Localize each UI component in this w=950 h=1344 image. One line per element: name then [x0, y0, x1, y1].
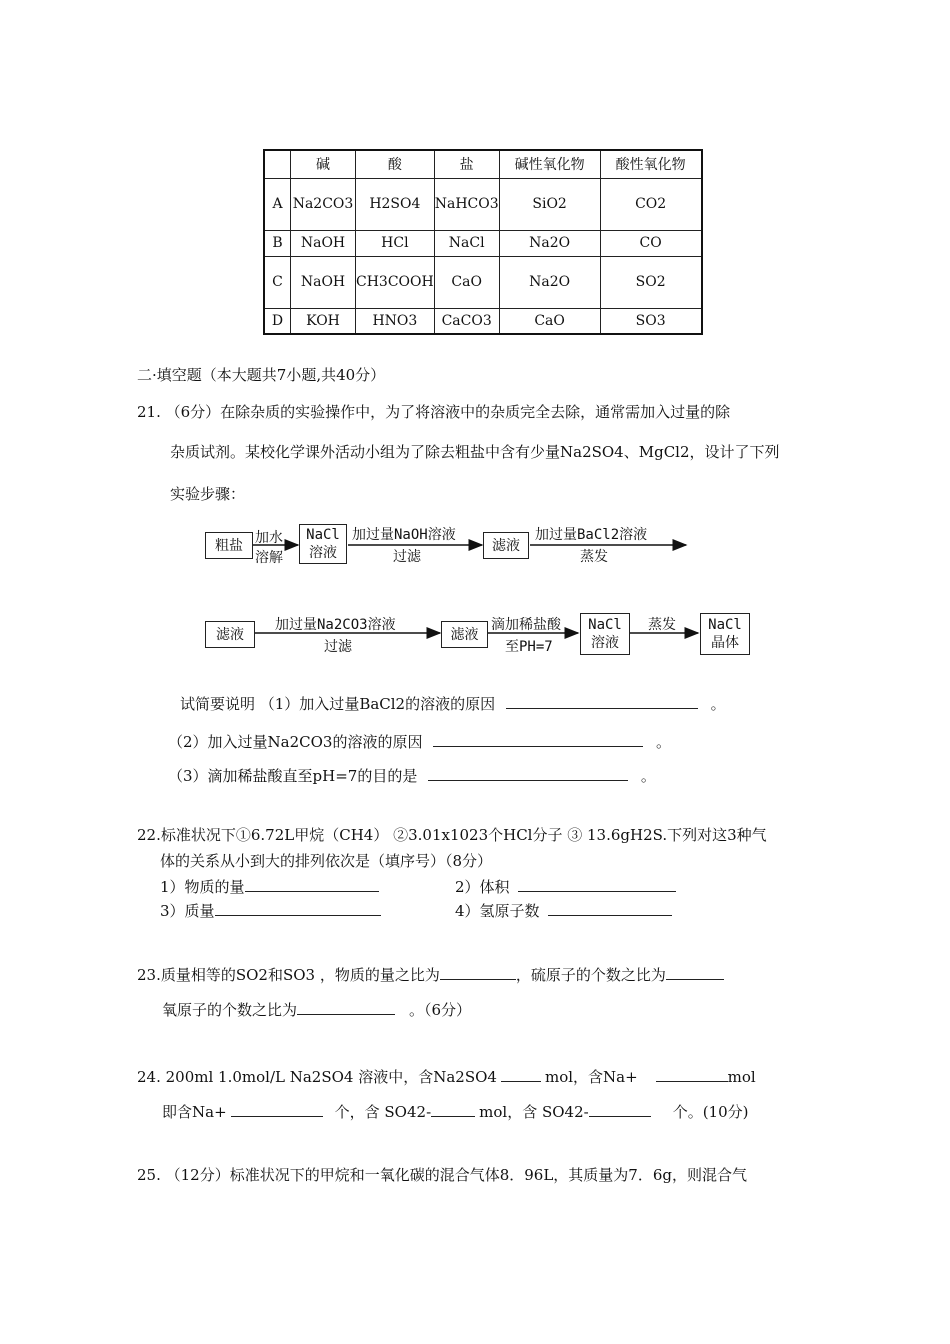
q21-line1: 21. （6分）在除杂质的实验操作中，为了将溶液中的杂质完全去除，通常需加入过量的除: [137, 403, 731, 421]
table-cell: KOH: [291, 308, 356, 334]
table-cell: NaOH: [291, 230, 356, 256]
answer-blank[interactable]: [431, 1102, 475, 1117]
q23-line2: 氧原子的个数之比为 。（6分）: [162, 1001, 472, 1019]
step1-bottom: 溶解: [255, 550, 283, 566]
table-header-cell: 酸: [356, 150, 435, 178]
q22-item-d: 4）氢原子数: [455, 900, 672, 921]
answer-blank[interactable]: [297, 1000, 395, 1015]
table-cell: SO2: [600, 256, 702, 308]
step4-bottom: 过滤: [324, 639, 352, 655]
table-cell: SiO2: [499, 178, 600, 230]
table-cell: SO3: [600, 308, 702, 334]
row-label: C: [264, 256, 291, 308]
step2-top: 加过量NaOH溶液: [352, 527, 456, 543]
filtrate-box-3: 滤液: [441, 621, 488, 648]
table-cell: Na2CO3: [291, 178, 356, 230]
answer-blank[interactable]: [215, 901, 381, 916]
answer-blank[interactable]: [518, 877, 676, 892]
table-cell: NaCl: [434, 230, 499, 256]
q21-sub2: （2）加入过量Na2CO3的溶液的原因 。: [168, 733, 672, 751]
table-cell: CO2: [600, 178, 702, 230]
q21-sub3: （3）滴加稀盐酸直至pH=7的目的是 。: [168, 767, 656, 785]
answer-blank[interactable]: [440, 965, 516, 980]
table-cell: NaOH: [291, 256, 356, 308]
answer-blank[interactable]: [245, 877, 379, 892]
q22-line2: 体的关系从小到大的排列依次是（填序号）（8分）: [160, 852, 493, 870]
filtrate-box-2: 滤液: [205, 621, 255, 648]
table-cell: Na2O: [499, 256, 600, 308]
answer-blank[interactable]: [501, 1067, 541, 1082]
table-header-cell: 盐: [434, 150, 499, 178]
nacl-crystal-box: NaCl 晶体: [700, 613, 750, 655]
step4-top: 加过量Na2CO3溶液: [275, 617, 396, 633]
section-title: 二·填空题（本大题共7小题,共40分）: [137, 366, 386, 384]
step1-top: 加水: [255, 530, 283, 546]
answer-blank[interactable]: [428, 766, 628, 781]
step6-top: 蒸发: [648, 617, 676, 633]
crude-salt-box: 粗盐: [205, 532, 253, 559]
table-cell: HNO3: [356, 308, 435, 334]
q24-line1: 24. 200ml 1.0mol/L Na2SO4 溶液中，含Na2SO4 mol，含Na+ mol: [137, 1068, 756, 1086]
answer-blank[interactable]: [231, 1102, 323, 1117]
table-header-cell: 碱性氧化物: [499, 150, 600, 178]
table-cell: Na2O: [499, 230, 600, 256]
q21-sub1: 试简要说明 （1）加入过量BaCl2的溶液的原因 。: [180, 695, 726, 713]
q22-item-c: 3）质量: [160, 900, 381, 921]
table-header-cell: 碱: [291, 150, 356, 178]
table-cell: CH3COOH: [356, 256, 435, 308]
q22-line1: 22.标准状况下①6.72L甲烷（CH4） ②3.01x1023个HCl分子 ③ 13.6gH2S.下列对这3种气: [137, 826, 767, 844]
q22-item-a: 1）物质的量: [160, 876, 379, 897]
row-label: D: [264, 308, 291, 334]
table-cell: HCl: [356, 230, 435, 256]
table-cell: CaO: [434, 256, 499, 308]
q25-line1: 25. （12分）标准状况下的甲烷和一氧化碳的混合气体8．96L，其质量为7．6g，则混合气: [137, 1166, 747, 1184]
q23-line1: 23.质量相等的SO2和SO3 ，物质的量之比为 ，硫原子的个数之比为: [137, 964, 724, 985]
q24-line2: 即含Na+ 个，含 SO42- mol，含 SO42- 个。(10分): [162, 1103, 749, 1121]
step5-top: 滴加稀盐酸: [491, 617, 561, 633]
table-cell: CaO: [499, 308, 600, 334]
answer-blank[interactable]: [506, 694, 698, 709]
row-label: B: [264, 230, 291, 256]
answer-blank[interactable]: [589, 1102, 651, 1117]
step3-bottom: 蒸发: [580, 549, 608, 565]
table-cell: NaHCO3: [434, 178, 499, 230]
nacl-solution-box: NaCl 溶液: [299, 524, 347, 564]
answer-blank[interactable]: [656, 1067, 728, 1082]
q21-line2: 杂质试剂。某校化学课外活动小组为了除去粗盐中含有少量Na2SO4、MgCl2，设计了下列: [170, 443, 780, 461]
q22-item-b: 2）体积: [455, 876, 676, 897]
table-cell: CO: [600, 230, 702, 256]
table-header-cell: 酸性氧化物: [600, 150, 702, 178]
answer-blank[interactable]: [548, 901, 672, 916]
answer-blank[interactable]: [433, 732, 643, 747]
table-cell: CaCO3: [434, 308, 499, 334]
step2-bottom: 过滤: [393, 549, 421, 565]
answer-blank[interactable]: [666, 965, 724, 980]
nacl-solution-box-2: NaCl 溶液: [580, 613, 630, 655]
filtrate-box: 滤液: [483, 532, 529, 559]
row-label: A: [264, 178, 291, 230]
step5-bottom: 至PH=7: [505, 639, 553, 655]
step3-top: 加过量BaCl2溶液: [535, 527, 648, 543]
q21-line3: 实验步骤：: [170, 485, 246, 503]
table-cell: H2SO4: [356, 178, 435, 230]
